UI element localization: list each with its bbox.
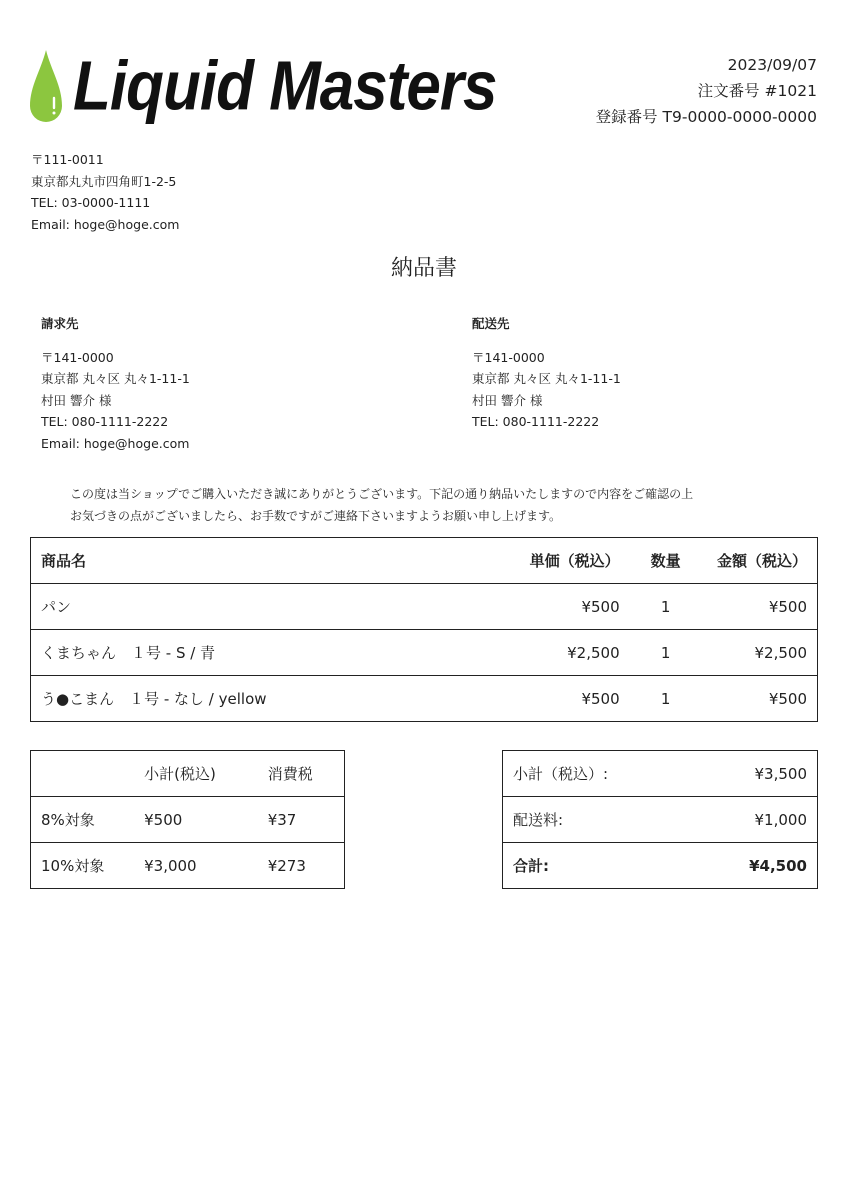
shop-postal: 〒111-0011	[31, 152, 104, 167]
logo-text: Liquid Masters	[73, 47, 497, 126]
tax-subtotal: ¥500	[134, 797, 258, 843]
shipping-block	[472, 313, 621, 433]
grand-total-label: 合計:	[503, 843, 691, 889]
tax-subtotal: ¥3,000	[134, 843, 258, 889]
table-row	[31, 676, 818, 722]
billing-block	[41, 313, 190, 454]
item-name: パン	[31, 584, 505, 630]
shipping-address: 東京都 丸々区 丸々1-11-1	[472, 371, 621, 386]
order-number: 注文番号 #1021	[697, 82, 817, 100]
billing-email: Email: hoge@hoge.com	[41, 435, 190, 451]
shipping-fee-value: ¥1,000	[690, 797, 817, 843]
billing-name: 村田 響介 様	[41, 392, 112, 408]
item-quantity: 1	[630, 584, 702, 630]
item-unit-price: ¥500	[505, 584, 630, 630]
item-amount: ¥2,500	[702, 630, 818, 676]
item-quantity: 1	[630, 676, 702, 722]
billing-title: 請求先	[41, 316, 79, 331]
item-name: う●こまん １号 - なし / yellow	[31, 676, 505, 722]
subtotal-row	[503, 751, 818, 797]
table-row	[31, 584, 818, 630]
billing-postal: 〒141-0000	[41, 349, 114, 365]
tax-header-label	[31, 751, 135, 797]
issue-date: 2023/09/07	[727, 56, 817, 74]
tax-header-row	[31, 751, 345, 797]
tax-amount: ¥37	[258, 797, 345, 843]
tax-header-subtotal: 小計(税込)	[134, 751, 258, 797]
item-name: くまちゃん １号 - S / 青	[31, 630, 505, 676]
items-header-row	[31, 538, 818, 584]
table-row	[31, 843, 345, 889]
header-quantity: 数量	[630, 538, 702, 584]
billing-tel: TEL: 080-1111-2222	[41, 414, 169, 429]
totals-table	[502, 750, 818, 889]
tax-header-tax: 消費税	[258, 751, 345, 797]
shipping-fee-row	[503, 797, 818, 843]
item-unit-price: ¥500	[505, 676, 630, 722]
billing-address: 東京都 丸々区 丸々1-11-1	[41, 371, 190, 386]
shipping-postal: 〒141-0000	[472, 349, 545, 365]
document-meta	[596, 52, 817, 130]
shop-address	[31, 149, 179, 235]
header-unit-price: 単価（税込）	[505, 538, 630, 584]
subtotal-label: 小計（税込）:	[503, 751, 691, 797]
header-product-name: 商品名	[31, 538, 505, 584]
shipping-tel: TEL: 080-1111-2222	[472, 414, 600, 429]
drop-icon	[29, 48, 63, 126]
table-row	[31, 797, 345, 843]
registration-number: 登録番号 T9-0000-0000-0000	[595, 108, 817, 126]
shipping-title: 配送先	[472, 316, 510, 331]
table-row	[31, 630, 818, 676]
greeting-line: お気づきの点がございましたら、お手数ですがご連絡下さいますようお願い申し上げます。	[70, 508, 562, 523]
shipping-name: 村田 響介 様	[472, 392, 543, 408]
item-quantity: 1	[630, 630, 702, 676]
greeting-line: この度は当ショップでご購入いただき誠にありがとうございます。下記の通り納品いたしますので内容をご確認の上	[70, 487, 694, 501]
document-title: 納品書	[390, 256, 457, 281]
shop-street: 東京都丸丸市四角町1-2-5	[31, 173, 177, 189]
item-unit-price: ¥2,500	[505, 630, 630, 676]
items-table	[30, 537, 818, 722]
tax-amount: ¥273	[258, 843, 345, 889]
grand-total-row	[503, 843, 818, 889]
tax-rate-label: 10%対象	[31, 843, 135, 889]
item-amount: ¥500	[702, 584, 818, 630]
shipping-fee-label: 配送料:	[503, 797, 691, 843]
subtotal-value: ¥3,500	[690, 751, 817, 797]
tax-breakdown-table	[30, 750, 345, 889]
header-amount: 金額（税込）	[702, 538, 818, 584]
logo	[29, 46, 497, 128]
shop-email: Email: hoge@hoge.com	[31, 216, 180, 232]
tax-rate-label: 8%対象	[31, 797, 135, 843]
greeting-message	[70, 484, 693, 527]
item-amount: ¥500	[702, 676, 818, 722]
grand-total-value: ¥4,500	[690, 843, 817, 889]
shop-tel: TEL: 03-0000-1111	[31, 195, 151, 210]
